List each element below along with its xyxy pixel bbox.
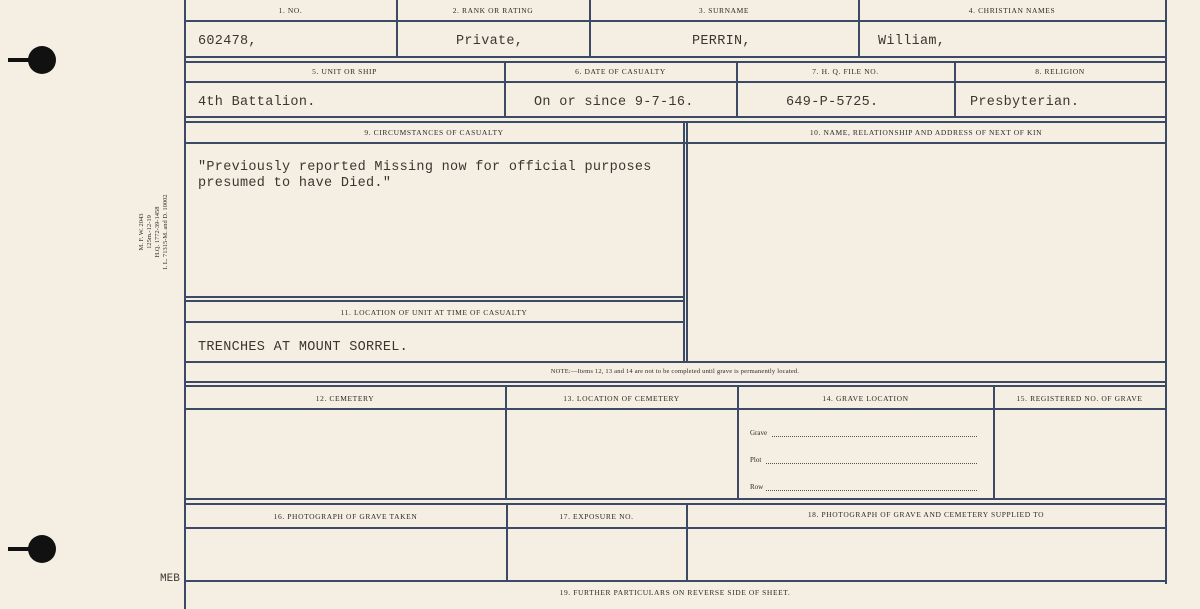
row3-header-line [185, 142, 1165, 144]
value-christian: William, [878, 34, 946, 49]
value-hq: 649-P-5725. [786, 95, 879, 110]
plot-field-line [766, 463, 977, 464]
row1-bottom-line [185, 56, 1165, 58]
row3-top-line [185, 121, 1165, 123]
value-religion: Presbyterian. [970, 95, 1080, 110]
value-circumstances-line2: presumed to have Died." [198, 176, 392, 191]
grave-field-line [772, 436, 977, 437]
value-rank: Private, [456, 34, 524, 49]
header-location-unit: 11. LOCATION OF UNIT AT TIME OF CASUALTY [340, 308, 528, 317]
row4-top-line-2 [185, 385, 1165, 387]
side-print-line: 125m.-12-19 [146, 215, 153, 249]
row4-bottom-line [185, 498, 1165, 500]
value-surname: PERRIN, [692, 34, 751, 49]
header-exposure: 17. EXPOSURE NO. [559, 512, 634, 521]
side-print [138, 192, 170, 272]
row11-top-line [185, 296, 683, 298]
row11-header-line [185, 321, 683, 323]
header-photo-taken: 16. PHOTOGRAPH OF GRAVE TAKEN [273, 512, 418, 521]
value-circumstances-line1: "Previously reported Missing now for official purposes [198, 160, 652, 175]
row-field-line [766, 490, 977, 491]
row-field-label: Row [750, 483, 764, 491]
row11-top-line-2 [185, 300, 683, 302]
row3-bottom-line [185, 361, 1165, 363]
row3-divider [683, 121, 685, 361]
header-next-of-kin: 10. NAME, RELATIONSHIP AND ADDRESS OF NEXT OF KIN [809, 128, 1043, 137]
row5-top-line [185, 503, 1165, 505]
grave-field-label: Grave [750, 429, 768, 437]
side-print-line: H.Q. 1772-39-1458 [154, 206, 161, 258]
value-no: 602478, [198, 34, 257, 49]
header-rank: 2. RANK OR RATING [452, 6, 534, 15]
footer-further-particulars: 19. FURTHER PARTICULARS ON REVERSE SIDE OF SHEET. [559, 588, 791, 597]
note-text: NOTE:—Items 12, 13 and 14 are not to be completed until grave is permanently located. [550, 368, 800, 375]
row3-divider [686, 121, 688, 361]
row2-bottom-line [185, 116, 1165, 118]
header-surname: 3. SURNAME [698, 6, 750, 15]
header-hq: 7. H. Q. FILE NO. [812, 67, 879, 76]
header-unit: 5. UNIT OR SHIP [312, 67, 377, 76]
header-location-cemetery: 13. LOCATION OF CEMETERY [563, 394, 680, 403]
row4-top-line [185, 381, 1165, 383]
header-date: 6. DATE OF CASUALTY [575, 67, 666, 76]
row2-top-line [185, 61, 1165, 63]
punch-hole-top-stem [8, 58, 38, 62]
header-photo-supplied: 18. PHOTOGRAPH OF GRAVE AND CEMETERY SUPPLIED TO [807, 510, 1045, 519]
row4-header-line [185, 408, 1165, 410]
clerk-initials: MEB [160, 573, 180, 585]
row1-header-line [185, 20, 1165, 22]
header-registered: 15. REGISTERED NO. OF GRAVE [1016, 394, 1143, 403]
header-no: 1. NO. [278, 6, 303, 15]
value-unit: 4th Battalion. [198, 95, 316, 110]
row2-header-line [185, 81, 1165, 83]
right-edge-line [1165, 0, 1167, 584]
value-location-unit: TRENCHES AT MOUNT SORREL. [198, 340, 409, 355]
header-christian: 4. CHRISTIAN NAMES [968, 6, 1056, 15]
header-grave-location: 14. GRAVE LOCATION [822, 394, 909, 403]
punch-hole-bottom-stem [8, 547, 38, 551]
side-print-line: I. L. 71315-M. and D. 10002 [162, 194, 169, 270]
row5-bottom-line [185, 580, 1165, 582]
row5-header-line [185, 527, 1165, 529]
header-religion: 8. RELIGION [1035, 67, 1085, 76]
header-circumstances: 9. CIRCUMSTANCES OF CASUALTY [364, 128, 504, 137]
value-date: On or since 9-7-16. [534, 95, 694, 110]
plot-field-label: Plot [750, 456, 762, 464]
header-cemetery: 12. CEMETERY [315, 394, 375, 403]
side-print-line: M. F. W. 2043 [138, 213, 145, 251]
